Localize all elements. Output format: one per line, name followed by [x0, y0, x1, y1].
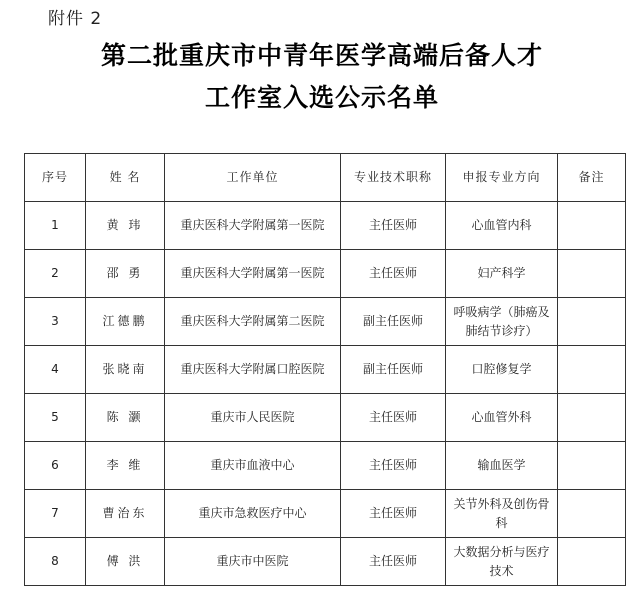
cell-professional-title: 主任医师 — [341, 250, 446, 298]
table-row — [25, 298, 626, 346]
cell-professional-title: 主任医师 — [341, 202, 446, 250]
cell-name: 江德鹏 — [86, 298, 165, 346]
header-remarks: 备注 — [558, 154, 626, 202]
header-specialty-direction: 申报专业方向 — [446, 154, 558, 202]
cell-name: 李 维 — [86, 442, 165, 490]
cell-professional-title: 副主任医师 — [341, 298, 446, 346]
header-serial: 序号 — [25, 154, 86, 202]
table-row — [25, 394, 626, 442]
cell-specialty-direction: 妇产科学 — [446, 250, 558, 298]
table-row — [25, 250, 626, 298]
cell-remarks — [558, 490, 626, 538]
cell-specialty-direction: 输血医学 — [446, 442, 558, 490]
cell-work-unit: 重庆医科大学附属第一医院 — [165, 250, 341, 298]
cell-name: 陈 灏 — [86, 394, 165, 442]
header-work-unit: 工作单位 — [165, 154, 341, 202]
document-title-line-2: 工作室入选公示名单 — [204, 83, 439, 112]
header-name: 姓 名 — [86, 154, 165, 202]
cell-remarks — [558, 202, 626, 250]
cell-serial: 5 — [25, 394, 86, 442]
table-row — [25, 202, 626, 250]
cell-name: 傅 洪 — [86, 538, 165, 586]
cell-work-unit: 重庆医科大学附属第一医院 — [165, 202, 341, 250]
cell-work-unit: 重庆医科大学附属第二医院 — [165, 298, 341, 346]
cell-work-unit: 重庆医科大学附属口腔医院 — [165, 346, 341, 394]
cell-specialty-direction: 关节外科及创伤骨科 — [446, 490, 558, 538]
cell-name: 黄 玮 — [86, 202, 165, 250]
cell-remarks — [558, 538, 626, 586]
cell-remarks — [558, 346, 626, 394]
table-row — [25, 442, 626, 490]
cell-specialty-direction: 心血管内科 — [446, 202, 558, 250]
cell-work-unit: 重庆市人民医院 — [165, 394, 341, 442]
table-row — [25, 346, 626, 394]
cell-professional-title: 副主任医师 — [341, 346, 446, 394]
document-title-line-1: 第二批重庆市中青年医学高端后备人才 — [100, 41, 543, 70]
cell-work-unit: 重庆市中医院 — [165, 538, 341, 586]
table-row — [25, 538, 626, 586]
cell-serial: 2 — [25, 250, 86, 298]
table-header-row — [25, 154, 626, 202]
cell-name: 张晓南 — [86, 346, 165, 394]
cell-professional-title: 主任医师 — [341, 490, 446, 538]
cell-remarks — [558, 298, 626, 346]
cell-name: 邵 勇 — [86, 250, 165, 298]
cell-remarks — [558, 442, 626, 490]
header-professional-title: 专业技术职称 — [341, 154, 446, 202]
cell-serial: 1 — [25, 202, 86, 250]
cell-serial: 3 — [25, 298, 86, 346]
cell-specialty-direction: 呼吸病学（肺癌及肺结节诊疗） — [446, 298, 558, 346]
cell-specialty-direction: 心血管外科 — [446, 394, 558, 442]
cell-name: 曹治东 — [86, 490, 165, 538]
cell-specialty-direction: 口腔修复学 — [446, 346, 558, 394]
attachment-label: 附件 2 — [48, 9, 103, 29]
cell-specialty-direction: 大数据分析与医疗技术 — [446, 538, 558, 586]
cell-remarks — [558, 394, 626, 442]
candidate-list-table — [24, 153, 626, 586]
cell-serial: 8 — [25, 538, 86, 586]
cell-serial: 7 — [25, 490, 86, 538]
cell-professional-title: 主任医师 — [341, 394, 446, 442]
cell-work-unit: 重庆市急救医疗中心 — [165, 490, 341, 538]
cell-serial: 4 — [25, 346, 86, 394]
cell-remarks — [558, 250, 626, 298]
cell-professional-title: 主任医师 — [341, 538, 446, 586]
table-row — [25, 490, 626, 538]
cell-serial: 6 — [25, 442, 86, 490]
cell-work-unit: 重庆市血液中心 — [165, 442, 341, 490]
cell-professional-title: 主任医师 — [341, 442, 446, 490]
